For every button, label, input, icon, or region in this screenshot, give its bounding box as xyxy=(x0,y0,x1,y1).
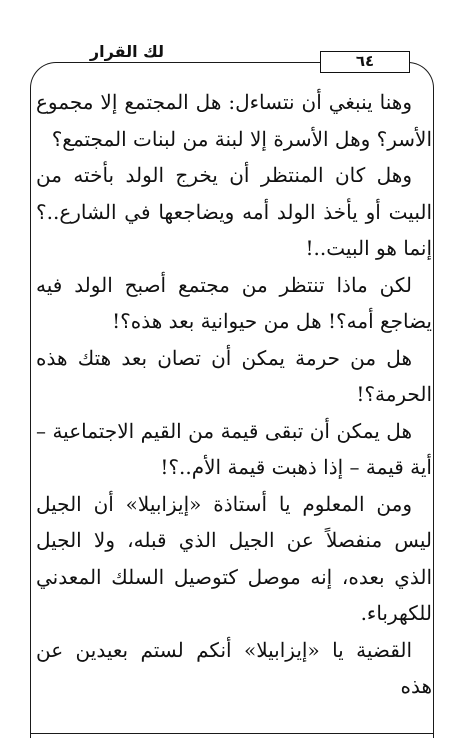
paragraph-5: هل يمكن أن تبقى قيمة من القيم الاجتماعية – أية قيمة – إذا ذهبت قيمة الأم..؟! xyxy=(36,418,432,479)
paragraph-6: ومن المعلوم يا أستاذة «إيزابيلا» أن الجيل ليس منفصلاً عن الجيل الذي قبله، ولا الجيل الذي بعده، إنه موصل كتوصيل السلك المعدني للكهرباء. xyxy=(36,491,432,625)
paragraph-7: القضية يا «إيزابيلا» أنكم لستم بعيدين عن هذه xyxy=(36,637,432,698)
running-title: لك القرار xyxy=(68,42,186,62)
paragraph-1: وهنا ينبغي أن نتساءل: هل المجتمع إلا مجموع الأسر؟ وهل الأسرة إلا لبنة من لبنات المجتمع؟ xyxy=(36,90,432,151)
paragraph-2: وهل كان المنتظر أن يخرج الولد بأخته من البيت أو يأخذ الولد أمه ويضاجعها في الشارع..؟ إنما هو البيت..! xyxy=(36,163,432,260)
page-border-bottom xyxy=(30,733,434,734)
paragraph-4: هل من حرمة يمكن أن تصان بعد هتك هذه الحرمة؟! xyxy=(36,345,432,406)
paragraph-3: لكن ماذا تنتظر من مجتمع أصبح الولد فيه يضاجع أمه؟! هل من حيوانية بعد هذه؟! xyxy=(36,272,432,333)
page-number: ٦٤ xyxy=(320,51,410,73)
page-header xyxy=(0,42,469,76)
body-text xyxy=(36,84,432,705)
